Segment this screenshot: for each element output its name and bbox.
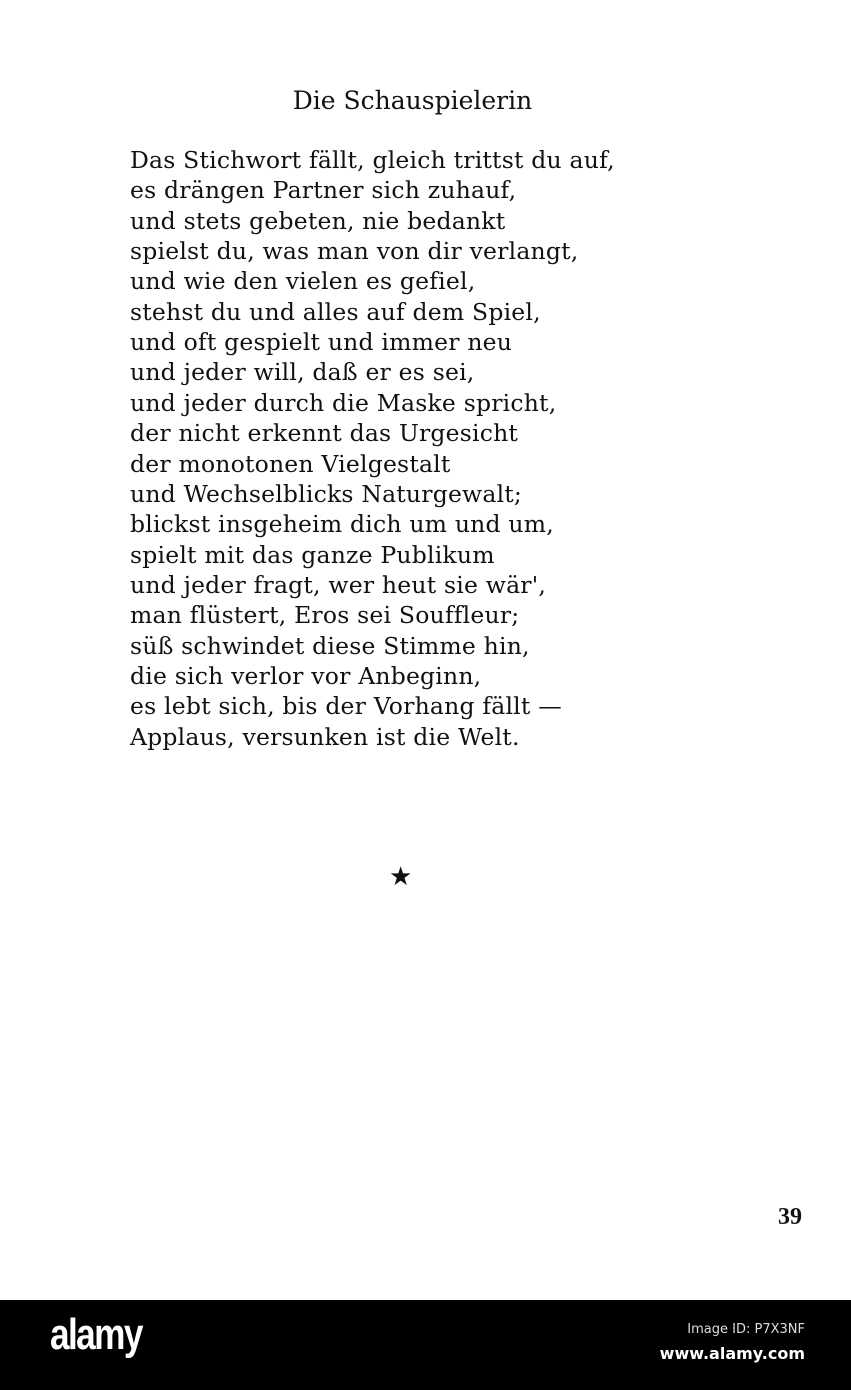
poem-line: und stets gebeten, nie bedankt xyxy=(130,206,506,235)
page-number: 39 xyxy=(778,1204,802,1230)
poem-line: der monotonen Vielgestalt xyxy=(130,449,451,478)
poem-line: und jeder will, daß er es sei, xyxy=(130,358,475,387)
star-separator-icon: ★ xyxy=(389,862,413,892)
alamy-logo: alamy xyxy=(50,1310,142,1359)
watermark-url: www.alamy.com xyxy=(659,1344,805,1363)
poem-line: und wie den vielen es gefiel, xyxy=(130,267,476,296)
poem-line: die sich verlor vor Anbeginn, xyxy=(130,661,482,690)
poem-line: stehst du und alles auf dem Spiel, xyxy=(130,297,541,326)
poem-line: es drängen Partner sich zuhauf, xyxy=(130,176,517,205)
poem-line: und jeder durch die Maske spricht, xyxy=(130,388,557,417)
watermark-banner xyxy=(0,1300,851,1390)
poem-line: und oft gespielt und immer neu xyxy=(130,328,513,357)
poem-line: spielst du, was man von dir verlangt, xyxy=(130,237,579,266)
poem-title: Die Schauspielerin xyxy=(292,86,533,115)
poem-line: es lebt sich, bis der Vorhang fällt — xyxy=(130,692,562,721)
poem-line: und jeder fragt, wer heut sie wär', xyxy=(130,570,547,599)
poem-line: man flüstert, Eros sei Souffleur; xyxy=(130,601,520,630)
poem-line: süß schwindet diese Stimme hin, xyxy=(130,631,530,660)
poem-line: der nicht erkennt das Urgesicht xyxy=(130,419,519,448)
poem-line: und Wechselblicks Naturgewalt; xyxy=(130,479,523,508)
poem-line: blickst insgeheim dich um und um, xyxy=(130,510,554,539)
image-id: Image ID: P7X3NF xyxy=(687,1322,805,1337)
poem-line: Das Stichwort fällt, gleich trittst du auf, xyxy=(130,146,615,174)
poem-line: Applaus, versunken ist die Welt. xyxy=(130,722,520,751)
poem-line: spielt mit das ganze Publikum xyxy=(130,540,495,569)
